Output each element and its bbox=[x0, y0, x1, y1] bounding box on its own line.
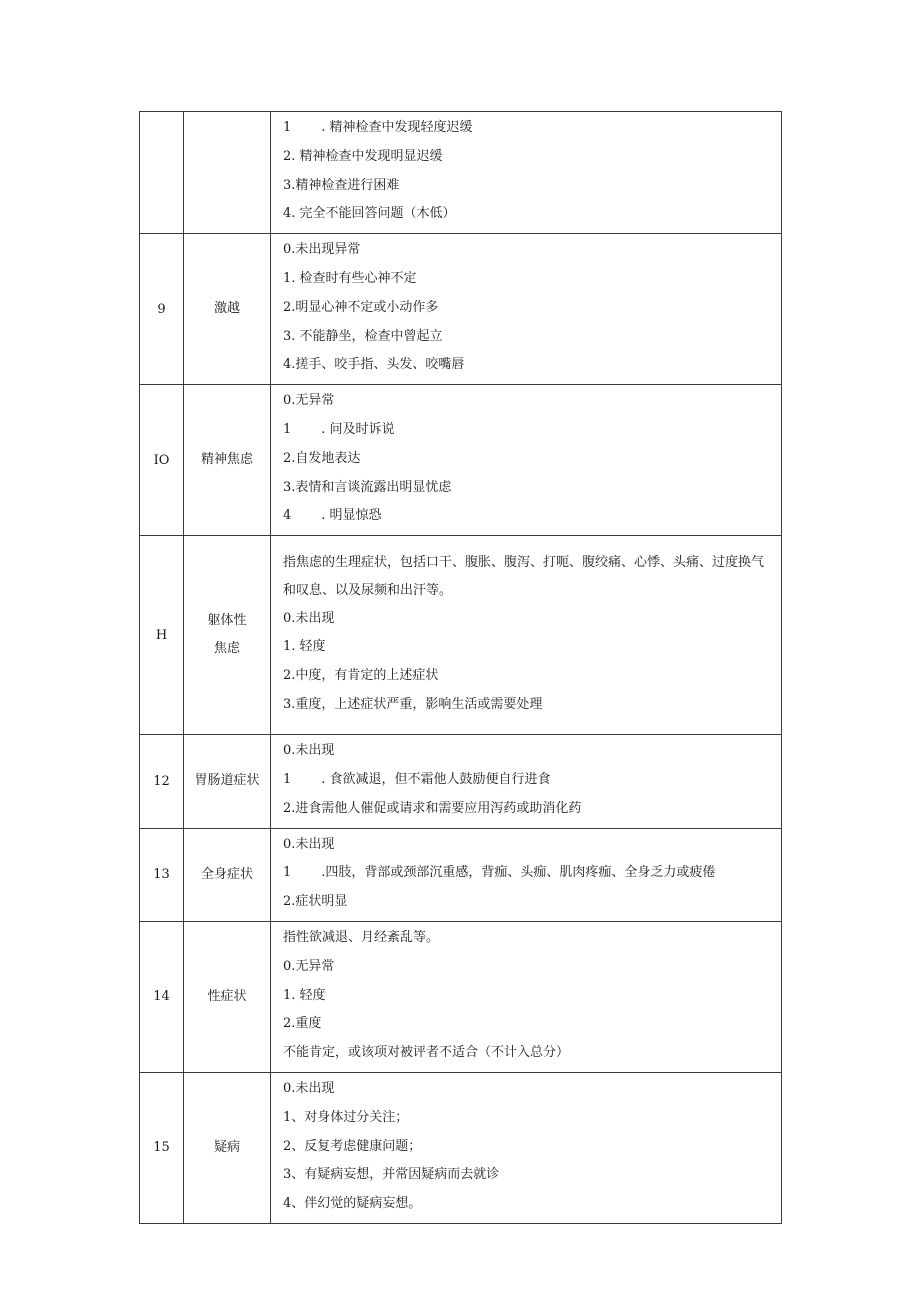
item-name: 胃肠道症状 bbox=[184, 735, 271, 828]
criteria-line bbox=[283, 474, 773, 503]
criteria-line bbox=[283, 172, 773, 201]
criteria-text: 0.无异常 bbox=[283, 958, 335, 974]
criteria-line bbox=[283, 888, 773, 917]
item-number: H bbox=[140, 536, 184, 735]
criteria-line bbox=[283, 236, 773, 265]
criteria-level: 1 bbox=[283, 120, 292, 135]
criteria-line bbox=[283, 662, 773, 691]
criteria-text: 2.重度 bbox=[283, 1016, 322, 1032]
item-number: IO bbox=[140, 385, 184, 536]
criteria-text: 3.精神检查进行困难 bbox=[283, 177, 400, 193]
criteria-line bbox=[283, 1133, 773, 1162]
item-name: 疑病 bbox=[184, 1072, 271, 1223]
item-number: 15 bbox=[140, 1072, 184, 1223]
criteria-level: 4 bbox=[283, 508, 292, 524]
table-row bbox=[140, 234, 782, 385]
criteria-level: 1 bbox=[283, 865, 292, 881]
item-number: 13 bbox=[140, 828, 184, 921]
criteria-text: 2、反复考虑健康问题； bbox=[283, 1138, 422, 1154]
criteria-text: 2.明显心神不定或小动作多 bbox=[283, 299, 439, 315]
item-criteria bbox=[271, 828, 782, 921]
item-number: 12 bbox=[140, 735, 184, 828]
criteria-line bbox=[283, 1039, 773, 1068]
item-name: 激越 bbox=[184, 234, 271, 385]
criteria-text: .四肢，背部或颈部沉重感，背痂、头痂、肌肉疼痂、全身乏力或疲倦 bbox=[321, 865, 716, 881]
criteria-level: 1 bbox=[283, 421, 292, 437]
item-criteria bbox=[271, 735, 782, 828]
item-criteria bbox=[271, 536, 782, 735]
criteria-line bbox=[283, 831, 773, 860]
criteria-text: 2.进食需他人催促或请求和需要应用泻药或助消化药 bbox=[283, 800, 582, 816]
table-row bbox=[140, 1072, 782, 1223]
item-name: 全身症状 bbox=[184, 828, 271, 921]
criteria-text: 0.未出现 bbox=[283, 743, 335, 759]
criteria-text: 0.未出现 bbox=[283, 610, 335, 626]
criteria-line bbox=[283, 1161, 773, 1190]
criteria-text: 3.重度，上述症状严重，影响生活或需要处理 bbox=[283, 696, 543, 712]
table-row bbox=[140, 828, 782, 921]
criteria-line bbox=[283, 691, 773, 720]
rating-scale-table-wrapper bbox=[139, 111, 782, 1224]
criteria-level: 1 bbox=[283, 771, 292, 787]
criteria-text: 3、有疑病妄想，并常因疑病而去就诊 bbox=[283, 1167, 500, 1183]
criteria-text: 3. 不能静坐，检查中曾起立 bbox=[283, 328, 443, 344]
criteria-text: . 食欲减退，但不霜他人鼓励便自行进食 bbox=[321, 771, 551, 787]
criteria-line bbox=[283, 766, 773, 795]
criteria-text: 2.自发地表达 bbox=[283, 450, 361, 466]
criteria-text: 2.症状明显 bbox=[283, 894, 348, 910]
item-criteria bbox=[271, 1072, 782, 1223]
criteria-text: 1. 轻度 bbox=[283, 639, 326, 655]
criteria-text: 指性欲减退、月经紊乱等。 bbox=[283, 929, 440, 945]
table-row bbox=[140, 735, 782, 828]
item-name: 性症状 bbox=[184, 921, 271, 1072]
criteria-line bbox=[283, 953, 773, 982]
criteria-line bbox=[283, 114, 773, 143]
criteria-line bbox=[283, 1104, 773, 1133]
table-row bbox=[140, 385, 782, 536]
item-name: 精神焦虑 bbox=[184, 385, 271, 536]
criteria-line bbox=[283, 1010, 773, 1039]
criteria-line bbox=[283, 351, 773, 380]
criteria-line bbox=[283, 323, 773, 352]
criteria-line bbox=[283, 982, 773, 1011]
table-row bbox=[140, 112, 782, 234]
item-criteria bbox=[271, 385, 782, 536]
criteria-text: . 精神检查中发现轻度迟缓 bbox=[321, 120, 473, 135]
criteria-text: 0.无异常 bbox=[283, 393, 335, 409]
table-row bbox=[140, 921, 782, 1072]
criteria-text: 1、对身体过分关注； bbox=[283, 1109, 409, 1125]
criteria-text: 2.中度，有肯定的上述症状 bbox=[283, 668, 439, 684]
criteria-text: . 问及时诉说 bbox=[321, 421, 395, 437]
criteria-text: 4.搓手、咬手指、头发、咬嘴唇 bbox=[283, 357, 465, 373]
criteria-text: 0.未出现 bbox=[283, 1080, 335, 1096]
criteria-line bbox=[283, 294, 773, 323]
criteria-line bbox=[283, 859, 773, 888]
item-number: 14 bbox=[140, 921, 184, 1072]
criteria-line bbox=[283, 795, 773, 824]
rating-scale-table bbox=[139, 111, 782, 1224]
item-name: 躯体性焦虑 bbox=[184, 536, 271, 735]
criteria-line bbox=[283, 605, 773, 634]
item-criteria bbox=[271, 921, 782, 1072]
criteria-text: 3.表情和言谈流露出明显忧虑 bbox=[283, 479, 452, 495]
criteria-text: 不能肯定，或该项对被评者不适合（不计入总分） bbox=[283, 1045, 570, 1061]
criteria-text: 2. 精神检查中发现明显迟缓 bbox=[283, 148, 443, 164]
item-number bbox=[140, 112, 184, 234]
criteria-line bbox=[283, 549, 773, 605]
criteria-text: . 明显惊恐 bbox=[321, 508, 382, 524]
item-criteria bbox=[271, 112, 782, 234]
criteria-text: 4. 完全不能回答问题（木低） bbox=[283, 206, 456, 222]
item-criteria bbox=[271, 234, 782, 385]
criteria-line bbox=[283, 200, 773, 229]
item-name bbox=[184, 112, 271, 234]
criteria-text: 1. 检查时有些心神不定 bbox=[283, 270, 417, 286]
criteria-line bbox=[283, 445, 773, 474]
criteria-text: 1. 轻度 bbox=[283, 987, 326, 1003]
criteria-line bbox=[283, 387, 773, 416]
criteria-line bbox=[283, 1190, 773, 1219]
criteria-line bbox=[283, 502, 773, 531]
criteria-text: 0.未出现 bbox=[283, 836, 335, 852]
criteria-line bbox=[283, 265, 773, 294]
criteria-line bbox=[283, 143, 773, 172]
criteria-text: 4、伴幻觉的疑病妄想。 bbox=[283, 1196, 422, 1212]
criteria-text: 0.未出现异常 bbox=[283, 242, 361, 258]
criteria-line bbox=[283, 633, 773, 662]
criteria-line bbox=[283, 416, 773, 445]
criteria-line bbox=[283, 924, 773, 953]
item-number: 9 bbox=[140, 234, 184, 385]
criteria-line bbox=[283, 1075, 773, 1104]
table-row bbox=[140, 536, 782, 735]
criteria-line bbox=[283, 737, 773, 766]
rating-scale-body bbox=[140, 112, 782, 1224]
criteria-text: 指焦虑的生理症状，包括口干、腹胀、腹泻、打呃、腹绞痛、心悸、头痛、过度换气和叹息、以及尿频和出汗等。 bbox=[283, 554, 765, 598]
